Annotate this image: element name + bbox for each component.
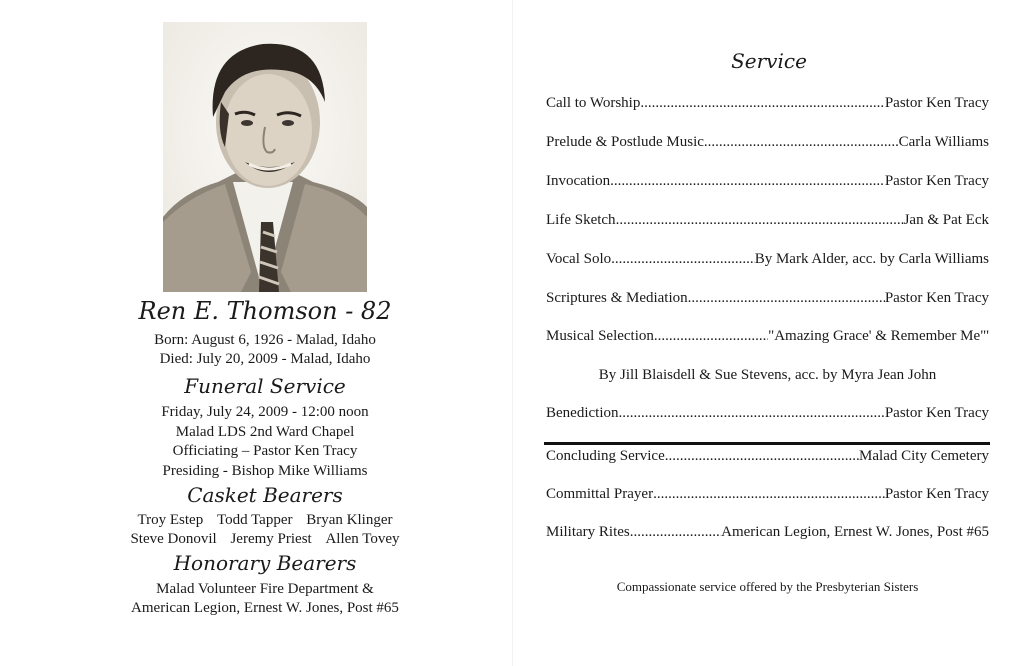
funeral-officiating: Officiating – Pastor Ken Tracy: [172, 443, 358, 459]
program-item-label: Benediction: [546, 405, 619, 421]
dot-leader: [616, 210, 904, 230]
program-item-value: "Amazing Grace' & Remember Me"': [768, 328, 989, 344]
program-item-label: Musical Selection: [546, 328, 654, 344]
program-item-label: Concluding Service: [546, 448, 665, 464]
dot-leader: [665, 446, 859, 466]
honorary-bearers-line: American Legion, Ernest W. Jones, Post #65: [131, 600, 399, 616]
service-heading: Service: [731, 49, 807, 73]
birth-info: Born: August 6, 1926 - Malad, Idaho: [154, 332, 376, 348]
program-item-value: Jan & Pat Eck: [903, 212, 989, 228]
deceased-name: Ren E. Thomson - 82: [138, 297, 392, 325]
funeral-location: Malad LDS 2nd Ward Chapel: [175, 424, 355, 440]
program-item-label: Vocal Solo: [546, 251, 612, 267]
program-item: [546, 249, 989, 269]
funeral-datetime: Friday, July 24, 2009 - 12:00 noon: [161, 404, 369, 420]
program-item: [546, 171, 989, 191]
program-item-label: Scriptures & Mediation: [546, 290, 688, 306]
program-item-label: Invocation: [546, 173, 611, 189]
musical-selection-performers: By Jill Blaisdell & Sue Stevens, acc. by Myra Jean John: [598, 367, 937, 383]
dot-leader: [704, 132, 899, 152]
program-item: [546, 403, 989, 423]
casket-bearer: Jeremy Priest: [230, 531, 312, 547]
program-item-value: Pastor Ken Tracy: [884, 173, 989, 189]
program-item: [546, 522, 989, 542]
service-program-panel: [546, 0, 992, 666]
footer-note: Compassionate service offered by the Presbyterian Sisters: [616, 579, 919, 594]
program-item-label: Prelude & Postlude Music: [546, 134, 704, 150]
page-fold: [512, 0, 513, 666]
program-item: [546, 446, 989, 466]
dot-leader: [610, 171, 885, 191]
program-item-label: Military Rites: [546, 524, 630, 540]
casket-bearer: Allen Tovey: [325, 531, 400, 547]
program-item-value: Pastor Ken Tracy: [884, 290, 989, 306]
section-divider: [544, 442, 990, 445]
casket-bearer: Steve Donovil: [130, 531, 217, 547]
funeral-presiding: Presiding - Bishop Mike Williams: [162, 463, 368, 479]
dot-leader: [654, 326, 768, 346]
death-info: Died: July 20, 2009 - Malad, Idaho: [159, 351, 371, 367]
dot-leader: [688, 288, 885, 308]
funeral-service-heading: Funeral Service: [184, 374, 346, 398]
casket-bearers-row: [90, 530, 440, 549]
program-item: [546, 484, 989, 504]
casket-bearer: Todd Tapper: [216, 512, 293, 528]
program-item-value: Pastor Ken Tracy: [884, 95, 989, 111]
program-item: [546, 288, 989, 308]
program-item-value: Malad City Cemetery: [859, 448, 989, 464]
program-item-label: Life Sketch: [546, 212, 616, 228]
casket-bearer: Bryan Klinger: [306, 512, 393, 528]
program-item: [546, 326, 989, 346]
program-item: [546, 132, 989, 152]
program-item-value: Pastor Ken Tracy: [884, 405, 989, 421]
casket-bearers-row: [90, 511, 440, 530]
program-item-label: Committal Prayer: [546, 486, 654, 502]
casket-bearer: Troy Estep: [137, 512, 204, 528]
honorary-bearers-heading: Honorary Bearers: [173, 551, 357, 575]
portrait-photo: [163, 22, 367, 292]
dot-leader: [618, 403, 884, 423]
dot-leader: [653, 484, 885, 504]
obituary-panel: [90, 0, 440, 666]
dot-leader: [640, 93, 884, 113]
program-item: [546, 210, 989, 230]
dot-leader: [611, 249, 755, 269]
program-item-value: Pastor Ken Tracy: [884, 486, 989, 502]
program-item-value: By Mark Alder, acc. by Carla Williams: [754, 251, 989, 267]
program-item: [546, 93, 989, 113]
honorary-bearers-line: Malad Volunteer Fire Department &: [156, 581, 374, 597]
casket-bearers-heading: Casket Bearers: [187, 483, 343, 507]
program-item-value: American Legion, Ernest W. Jones, Post #65: [721, 524, 989, 540]
program-item-label: Call to Worship: [546, 95, 641, 111]
program-item-value: Carla Williams: [898, 134, 989, 150]
dot-leader: [630, 522, 721, 542]
